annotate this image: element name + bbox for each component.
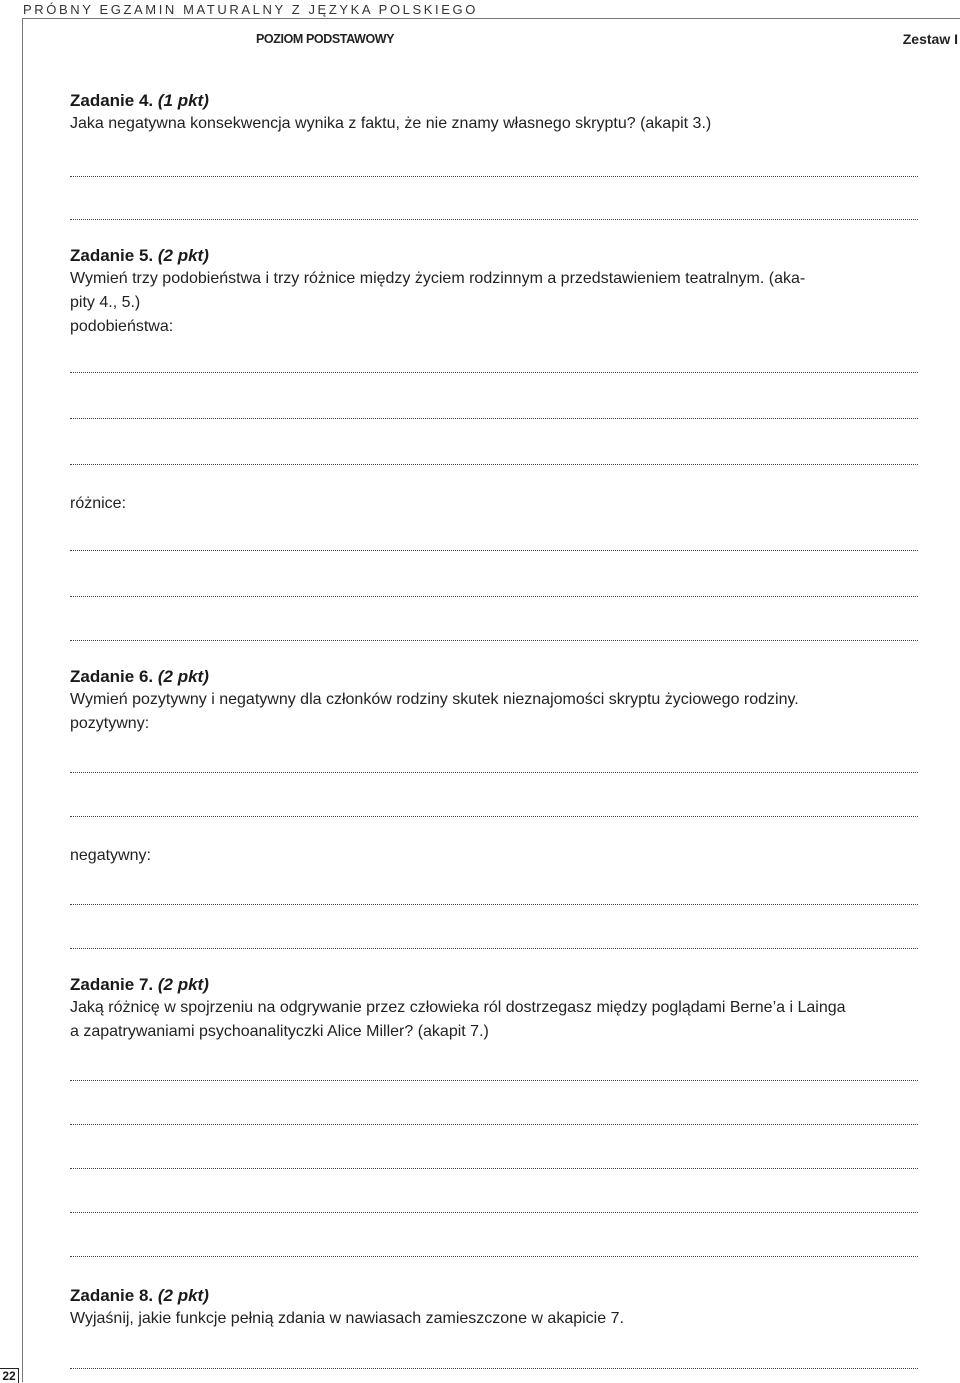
answer-line[interactable] [70, 902, 918, 905]
task-number: Zadanie 6. [70, 667, 154, 686]
positive-label: pozytywny: [70, 715, 150, 732]
negative-label: negatywny: [70, 847, 151, 864]
answer-line[interactable] [70, 462, 918, 465]
similarities-label: podobieństwa: [70, 318, 174, 335]
task-number: Zadanie 4. [70, 91, 154, 110]
task-points: (2 pkt) [157, 667, 209, 686]
task-question-continued: a zapatrywaniami psychoanalityczki Alice Miller? (akapit 7.) [70, 1023, 489, 1040]
answer-line[interactable] [70, 946, 918, 949]
answer-line[interactable] [70, 174, 918, 177]
answer-line[interactable] [70, 370, 918, 373]
answer-line[interactable] [70, 1210, 918, 1213]
answer-line[interactable] [70, 1254, 918, 1257]
task-title [70, 666, 920, 688]
answer-line[interactable] [70, 770, 918, 773]
task-title [70, 90, 920, 112]
task-question: Wyjaśnij, jakie funkcje pełnią zdania w nawiasach zamieszczone w akapicie 7. [70, 1310, 624, 1327]
task-points: (2 pkt) [157, 1286, 209, 1305]
task-8 [70, 1285, 920, 1331]
exam-title: PRÓBNY EGZAMIN MATURALNY Z JĘZYKA POLSKIEGO [23, 2, 478, 17]
task-question: Jaka negatywna konsekwencja wynika z faktu, że nie znamy własnego skryptu? (akapit 3.) [70, 115, 712, 132]
task-number: Zadanie 8. [70, 1286, 154, 1305]
task-5 [70, 245, 920, 339]
differences-label: różnice: [70, 495, 127, 512]
level-label: POZIOM PODSTAWOWY [256, 32, 395, 46]
answer-line[interactable] [70, 548, 918, 551]
answer-line[interactable] [70, 1366, 918, 1369]
frame-left-rule [22, 18, 23, 1382]
task-number: Zadanie 5. [70, 246, 154, 265]
task-points: (2 pkt) [157, 246, 209, 265]
answer-line[interactable] [70, 217, 918, 220]
answer-line[interactable] [70, 1166, 918, 1169]
page-number: 22 [0, 1368, 19, 1383]
answer-line[interactable] [70, 1078, 918, 1081]
answer-line[interactable] [70, 638, 918, 641]
answer-line[interactable] [70, 594, 918, 597]
task-points: (1 pkt) [157, 91, 209, 110]
task-title [70, 1285, 920, 1307]
task-question: Jaką różnicę w spojrzeniu na odgrywanie przez człowieka ról dostrzegasz między poglądami Berne’a i Lainga [70, 999, 846, 1016]
answer-line[interactable] [70, 814, 918, 817]
page-header [0, 0, 960, 20]
set-label: Zestaw I [902, 31, 958, 47]
answer-line[interactable] [70, 1122, 918, 1125]
task-title [70, 974, 920, 996]
task-question: Wymień trzy podobieństwa i trzy różnice między życiem rodzinnym a przedstawieniem teatralnym. (aka- [70, 270, 806, 287]
task-points: (2 pkt) [157, 975, 209, 994]
task-number: Zadanie 7. [70, 975, 154, 994]
answer-line[interactable] [70, 416, 918, 419]
task-6 [70, 666, 920, 736]
task-title [70, 245, 920, 267]
frame-top-rule [22, 18, 960, 19]
task-question-continued: pity 4., 5.) [70, 294, 141, 311]
task-7 [70, 974, 920, 1044]
task-question: Wymień pozytywny i negatywny dla członków rodziny skutek nieznajomości skryptu życiowego rodziny. [70, 691, 799, 708]
task-4 [70, 90, 920, 136]
